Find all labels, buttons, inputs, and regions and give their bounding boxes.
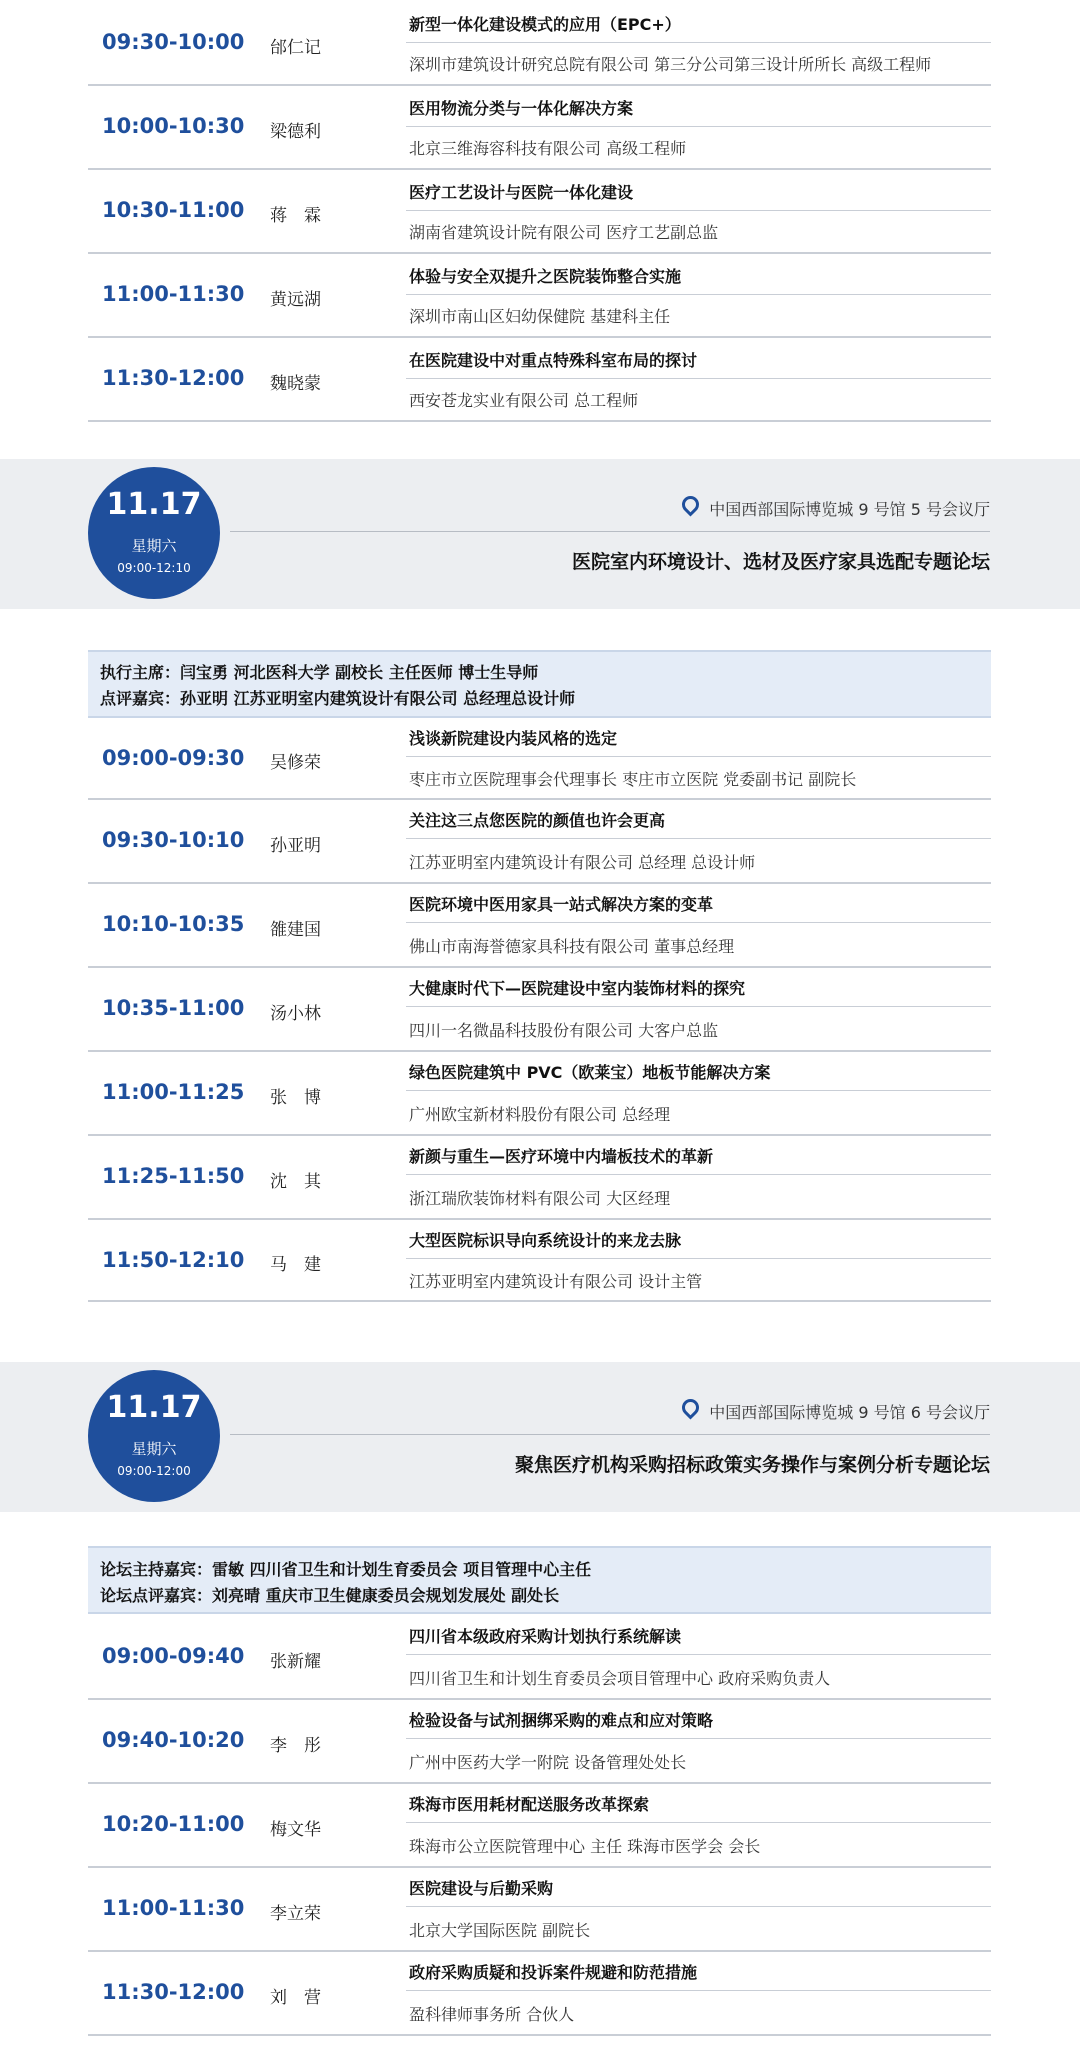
session-time: 11:00-11:30 xyxy=(102,282,245,306)
speaker-organization: 广州中医药大学一附院 设备管理处处长 xyxy=(409,1753,687,1772)
speaker-name: 李立荣 xyxy=(270,1904,321,1924)
session-time: 11:00-11:30 xyxy=(102,1896,245,1920)
host-line: 执行主席：闫宝勇 河北医科大学 副校长 主任医师 博士生导师 xyxy=(100,663,539,682)
forum-title: 医院室内环境设计、选材及医疗家具选配专题论坛 xyxy=(571,551,990,573)
session-topic: 检验设备与试剂捆绑采购的难点和应对策略 xyxy=(409,1711,714,1730)
table-row xyxy=(88,252,991,338)
speaker-name: 李 彤 xyxy=(270,1736,321,1756)
session-topic: 大型医院标识导向系统设计的来龙去脉 xyxy=(409,1231,682,1250)
row-divider xyxy=(406,378,991,379)
speaker-name: 梅文华 xyxy=(270,1820,321,1840)
session-time: 10:30-11:00 xyxy=(102,198,245,222)
date-badge xyxy=(88,467,220,599)
speaker-name: 蒋 霖 xyxy=(270,206,321,226)
speaker-name: 邰仁记 xyxy=(270,38,321,58)
speaker-organization: 珠海市公立医院管理中心 主任 珠海市医学会 会长 xyxy=(409,1837,761,1856)
session-time: 10:00-10:30 xyxy=(102,114,245,138)
speaker-name: 刘 营 xyxy=(270,1988,321,2008)
speaker-organization: 四川省卫生和计划生育委员会项目管理中心 政府采购负责人 xyxy=(409,1669,831,1688)
speaker-organization: 浙江瑞欣装饰材料有限公司 大区经理 xyxy=(409,1189,671,1208)
row-divider xyxy=(406,294,991,295)
speaker-organization: 江苏亚明室内建筑设计有限公司 设计主管 xyxy=(409,1272,703,1291)
session-time: 09:30-10:10 xyxy=(102,828,245,852)
speaker-name: 张 博 xyxy=(270,1088,321,1108)
table-row xyxy=(88,1050,991,1136)
speaker-name: 吴修荣 xyxy=(270,753,321,773)
forum-weekday: 星期六 xyxy=(131,537,177,555)
session-time: 10:20-11:00 xyxy=(102,1812,245,1836)
forum-venue xyxy=(682,1400,990,1423)
row-divider xyxy=(406,1258,991,1259)
session-topic: 大健康时代下—医院建设中室内装饰材料的探究 xyxy=(409,979,746,998)
forum-date: 11.17 xyxy=(106,487,202,522)
table-row xyxy=(88,1218,991,1302)
speaker-name: 张新耀 xyxy=(270,1652,321,1672)
host-line: 论坛点评嘉宾：刘亮晴 重庆市卫生健康委员会规划发展处 副处长 xyxy=(100,1586,560,1605)
session-time: 11:30-12:00 xyxy=(102,366,245,390)
forum-banner-2 xyxy=(0,1362,1080,1512)
session-time: 11:25-11:50 xyxy=(102,1164,245,1188)
session-time: 10:10-10:35 xyxy=(102,912,245,936)
forum-weekday: 星期六 xyxy=(131,1440,177,1458)
table-row xyxy=(88,1782,991,1868)
session-time: 09:30-10:00 xyxy=(102,30,245,54)
table-row xyxy=(88,336,991,422)
speaker-name: 雒建国 xyxy=(270,920,321,940)
speaker-organization: 枣庄市立医院理事会代理事长 枣庄市立医院 党委副书记 副院长 xyxy=(409,770,857,789)
session-topic: 医院建设与后勤采购 xyxy=(409,1879,554,1898)
row-divider xyxy=(406,1822,991,1823)
table-row xyxy=(88,1698,991,1784)
forum-hosts-2 xyxy=(88,1546,991,1614)
location-pin-icon xyxy=(679,492,703,516)
date-badge xyxy=(88,1370,220,1502)
forum-title: 聚焦医疗机构采购招标政策实务操作与案例分析专题论坛 xyxy=(514,1454,990,1476)
session-topic: 体验与安全双提升之医院装饰整合实施 xyxy=(409,267,682,286)
table-row xyxy=(88,168,991,254)
row-divider xyxy=(406,1654,991,1655)
speaker-name: 孙亚明 xyxy=(270,836,321,856)
table-row xyxy=(88,798,991,884)
table-row xyxy=(88,1614,991,1700)
speaker-name: 马 建 xyxy=(270,1255,321,1275)
session-time: 10:35-11:00 xyxy=(102,996,245,1020)
row-divider xyxy=(406,1090,991,1091)
forum-period: 09:00-12:00 xyxy=(117,1464,191,1478)
speaker-organization: 盈科律师事务所 合伙人 xyxy=(409,2005,575,2024)
speaker-organization: 佛山市南海誉德家具科技有限公司 董事总经理 xyxy=(409,937,735,956)
host-line: 点评嘉宾：孙亚明 江苏亚明室内建筑设计有限公司 总经理总设计师 xyxy=(100,689,576,708)
forum-date: 11.17 xyxy=(106,1390,202,1425)
session-topic: 关注这三点您医院的颜值也许会更高 xyxy=(409,811,666,830)
banner-divider xyxy=(230,1434,990,1435)
table-row xyxy=(88,882,991,968)
table-row xyxy=(88,0,991,86)
row-divider xyxy=(406,42,991,43)
session-topic: 浅谈新院建设内装风格的选定 xyxy=(409,729,618,748)
speaker-name: 梁德利 xyxy=(270,122,321,142)
speaker-name: 魏晓蒙 xyxy=(270,374,321,394)
session-topic: 医院环境中医用家具一站式解决方案的变革 xyxy=(409,895,714,914)
session-topic: 新颜与重生—医疗环境中内墙板技术的革新 xyxy=(409,1147,714,1166)
speaker-organization: 西安苍龙实业有限公司 总工程师 xyxy=(409,391,639,410)
table-row xyxy=(88,1866,991,1952)
session-topic: 医用物流分类与一体化解决方案 xyxy=(409,99,634,118)
speaker-organization: 四川一名微晶科技股份有限公司 大客户总监 xyxy=(409,1021,719,1040)
table-row xyxy=(88,966,991,1052)
forum-hosts-1 xyxy=(88,650,991,718)
session-topic: 医疗工艺设计与医院一体化建设 xyxy=(409,183,634,202)
speaker-organization: 北京三维海容科技有限公司 高级工程师 xyxy=(409,139,687,158)
speaker-organization: 北京大学国际医院 副院长 xyxy=(409,1921,591,1940)
row-divider xyxy=(406,1990,991,1991)
row-divider xyxy=(406,1738,991,1739)
speaker-organization: 深圳市南山区妇幼保健院 基建科主任 xyxy=(409,307,671,326)
session-topic: 政府采购质疑和投诉案件规避和防范措施 xyxy=(409,1963,698,1982)
forum-venue xyxy=(682,497,990,520)
banner-divider xyxy=(230,531,990,532)
session-topic: 珠海市医用耗材配送服务改革探索 xyxy=(409,1795,650,1814)
session-topic: 绿色医院建筑中 PVC（欧莱宝）地板节能解决方案 xyxy=(409,1063,771,1082)
speaker-name: 汤小林 xyxy=(270,1004,321,1024)
forum-banner-1 xyxy=(0,459,1080,609)
session-time: 11:00-11:25 xyxy=(102,1080,245,1104)
host-line: 论坛主持嘉宾：雷敏 四川省卫生和计划生育委员会 项目管理中心主任 xyxy=(100,1560,592,1579)
session-time: 09:00-09:40 xyxy=(102,1644,245,1668)
row-divider xyxy=(406,210,991,211)
table-row xyxy=(88,1950,991,2036)
speaker-organization: 江苏亚明室内建筑设计有限公司 总经理 总设计师 xyxy=(409,853,756,872)
session-topic: 在医院建设中对重点特殊科室布局的探讨 xyxy=(409,351,698,370)
table-row xyxy=(88,84,991,170)
row-divider xyxy=(406,922,991,923)
forum-period: 09:00-12:10 xyxy=(117,561,191,575)
venue-text: 中国西部国际博览城 9 号馆 6 号会议厅 xyxy=(709,1403,990,1422)
speaker-organization: 深圳市建筑设计研究总院有限公司 第三分公司第三设计所所长 高级工程师 xyxy=(409,55,932,74)
speaker-name: 沈 其 xyxy=(270,1172,321,1192)
venue-text: 中国西部国际博览城 9 号馆 5 号会议厅 xyxy=(709,500,990,519)
row-divider xyxy=(406,1006,991,1007)
session-time: 09:00-09:30 xyxy=(102,746,245,770)
row-divider xyxy=(406,756,991,757)
session-topic: 四川省本级政府采购计划执行系统解读 xyxy=(409,1627,682,1646)
table-row xyxy=(88,716,991,800)
speaker-organization: 广州欧宝新材料股份有限公司 总经理 xyxy=(409,1105,671,1124)
row-divider xyxy=(406,126,991,127)
location-pin-icon xyxy=(679,1395,703,1419)
table-row xyxy=(88,1134,991,1220)
session-time: 11:50-12:10 xyxy=(102,1248,245,1272)
row-divider xyxy=(406,1174,991,1175)
speaker-organization: 湖南省建筑设计院有限公司 医疗工艺副总监 xyxy=(409,223,719,242)
session-time: 11:30-12:00 xyxy=(102,1980,245,2004)
row-divider xyxy=(406,838,991,839)
session-topic: 新型一体化建设模式的应用（EPC+） xyxy=(409,15,681,34)
row-divider xyxy=(406,1906,991,1907)
speaker-name: 黄远湖 xyxy=(270,290,321,310)
session-time: 09:40-10:20 xyxy=(102,1728,245,1752)
